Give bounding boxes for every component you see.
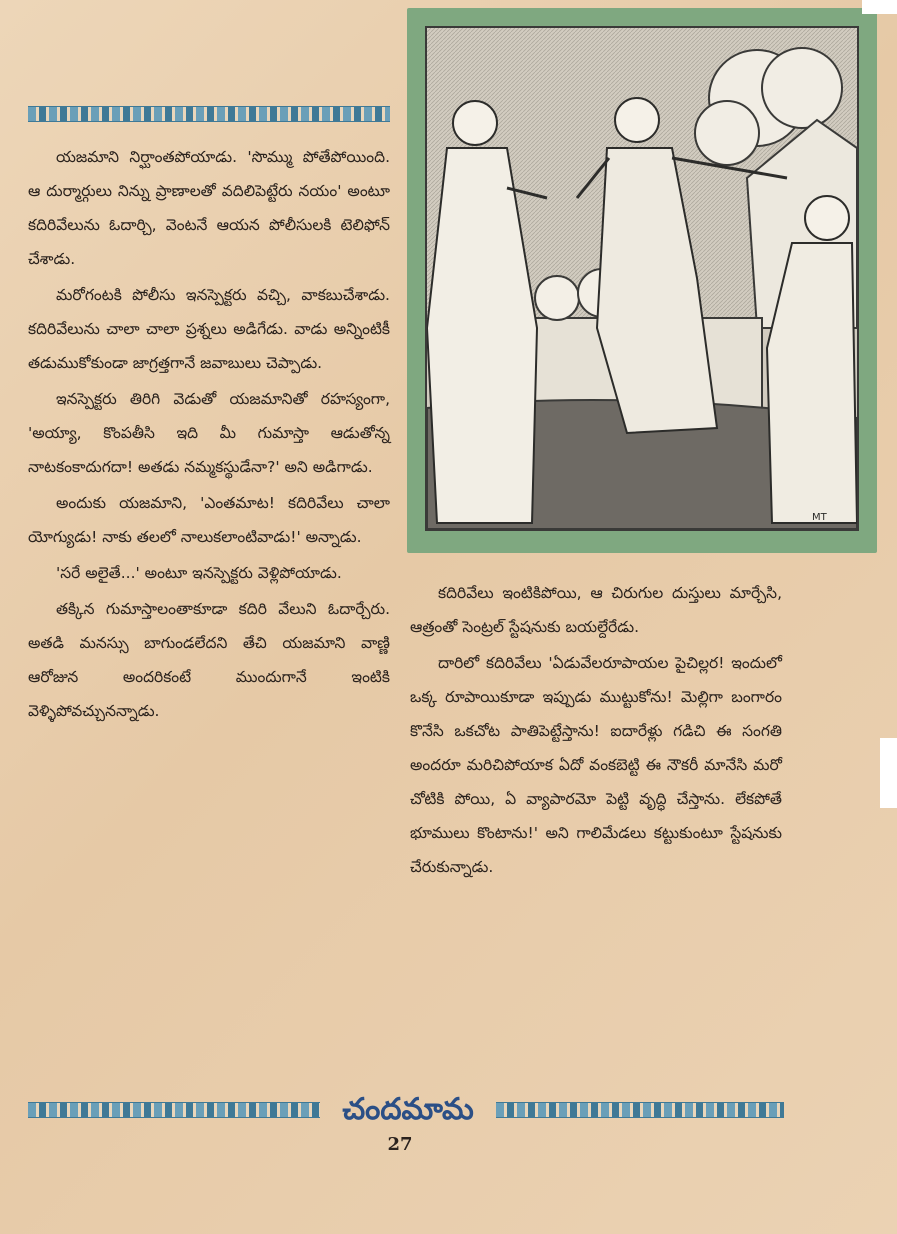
paragraph: తక్కిన గుమాస్తాలంతాకూడా కదిరి వేలుని ఓదార్చేరు. అతడి మనస్సు బాగుండలేదని తేచి యజమాని వాణ్ణి ఆరోజున అందరికంటే ముందుగానే ఇంటికి వెళ్ళిపోవచ్చునన్నాడు.: [28, 600, 390, 720]
paragraph: దారిలో కదిరివేలు 'ఏడువేలరూపాయల పైచిల్లర! ఇందులో ఒక్క రూపాయికూడా ఇప్పుడు ముట్టుకోను! మెల్లిగా బంగారం కొనేసి ఒకచోట పాతిపెట్టేస్తాను! ఐదారేళ్లు గడిచి ఈ సంగతి అందరూ మరిచిపోయాక ఏదో వంకబెట్టి ఈ నౌకరీ మానేసి మరో చోటికి పోయి, ఏ వ్యాపారమో పెట్టి వృద్ధి చేస్తాను. లేకపోతే భూములు కొంటాను!' అని గాలిమేడలు కట్టుకుంటూ స్టేషనుకు చేరుకున్నాడు.: [410, 654, 782, 876]
paragraph: అందుకు యజమాని, 'ఎంతమాట! కదిరివేలు చాలా యోగ్యుడు! నాకు తలలో నాలుకలాంటివాడు!' అన్నాడు.: [28, 494, 390, 546]
paragraph: మరోగంటకి పోలీసు ఇనస్పెక్టరు వచ్చి, వాకబుచేశాడు. కదిరివేలును చాలా చాలా ప్రశ్నలు అడిగేడు. వాడు అన్నింటికీ తడుముకోకుండా జాగ్రత్తగానే జవాబులు చెప్పాడు.: [28, 286, 390, 372]
artist-signature: MT: [812, 512, 827, 523]
page-number: 27: [387, 1134, 413, 1155]
paragraph: 'సరే అలైతే...' అంటూ ఇనస్పెక్టరు వెళ్లిపోయాడు.: [56, 564, 342, 582]
paragraph: కదిరివేలు ఇంటికిపోయి, ఆ చిరుగుల దుస్తులు మార్చేసి, ఆత్రంతో సెంట్రల్ స్టేషనుకు బయల్దేరేడు.: [410, 584, 782, 636]
footer-border-left: [28, 1102, 320, 1118]
page-edge-corner: [862, 0, 897, 14]
paragraph: ఇనస్పెక్టరు తిరిగి వెడుతో యజమానితో రహస్యంగా, 'అయ్యా, కొంపతీసి ఇది మీ గుమాస్తా ఆడుతోన్న నాటకంకాదుగదా! అతడు నమ్మకస్థుడేనా?' అని అడిగాడు.: [28, 390, 390, 476]
page-edge-tear: [880, 738, 897, 808]
footer-border-right: [496, 1102, 784, 1118]
right-text-column: [410, 576, 782, 886]
story-illustration: [407, 8, 877, 553]
magazine-title: చందమామ: [342, 1092, 474, 1127]
left-text-column: [28, 140, 390, 730]
paragraph: యజమాని నిర్ఘాంతపోయాడు. 'సొమ్ము పోతేపోయింది. ఆ దుర్మార్గులు నిన్ను ప్రాణాలతో వదిలిపెట్టేరు నయం' అంటూ కదిరివేలును ఓదార్చి, వెంటనే ఆయన పోలీసులకి టెలిఫోన్ చేశాడు.: [28, 148, 390, 268]
top-decorative-border: [28, 106, 390, 122]
illustration-drawing: [427, 28, 857, 529]
illustration-panel: [425, 26, 859, 531]
